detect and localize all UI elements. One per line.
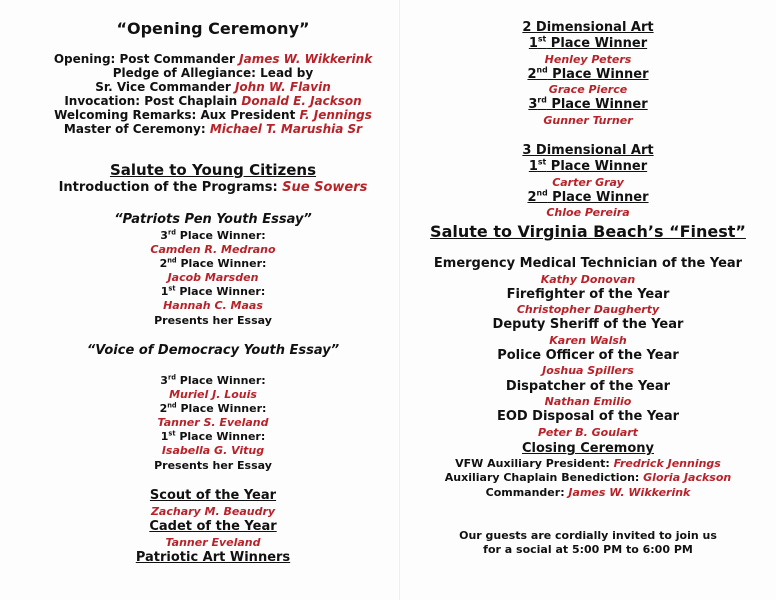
art-2d-place3-label: 3rd Place Winner [528, 95, 648, 112]
award-title-police: Police Officer of the Year [497, 348, 679, 363]
award-name-police: Joshua Spillers [542, 364, 634, 377]
pledge-line-2: Sr. Vice Commander John W. Flavin [95, 80, 331, 94]
award-name-firefighter: Christopher Daugherty [516, 303, 660, 316]
award-title-dispatcher: Dispatcher of the Year [505, 379, 671, 394]
patriots-pen-title: “Patriots Pen Youth Essay” [114, 212, 312, 227]
democracy-place3-label: 3rd Place Winner: [160, 373, 266, 387]
art-2d-place3-name: Gunner Turner [543, 114, 633, 127]
cadet-of-year-title: Cadet of the Year [149, 519, 277, 534]
invitation-line-2: for a social at 5:00 PM to 6:00 PM [483, 543, 693, 556]
democracy-presents: Presents her Essay [154, 459, 272, 472]
closing-commander-line: Commander: James W. Wikkerink [485, 486, 691, 499]
virginia-beach-finest-title: Salute to Virginia Beach’s “Finest” [430, 222, 746, 241]
democracy-place1-label: 1st Place Winner: [160, 429, 266, 443]
democracy-place2-name: Tanner S. Eveland [157, 416, 269, 429]
patriots-place3-name: Camden R. Medrano [150, 243, 276, 256]
opening-ceremony-title: “Opening Ceremony” [116, 19, 310, 38]
cadet-of-year-name: Tanner Eveland [165, 536, 261, 549]
art-3d-place1-name: Carter Gray [552, 176, 624, 189]
patriots-place1-label: 1st Place Winner: [160, 284, 266, 298]
art-3d-place1-label: 1st Place Winner [528, 157, 648, 174]
award-name-emt: Kathy Donovan [540, 273, 636, 286]
democracy-place2-label: 2nd Place Winner: [159, 401, 267, 415]
democracy-place1-name: Isabella G. Vitug [161, 444, 265, 457]
closing-ceremony-title: Closing Ceremony [522, 441, 654, 456]
pledge-line-1: Pledge of Allegiance: Lead by [112, 66, 314, 80]
patriots-presents: Presents her Essay [154, 314, 272, 327]
art-3d-place2-name: Chloe Pereira [546, 206, 630, 219]
award-title-emt: Emergency Medical Technician of the Year [433, 256, 743, 271]
art-2d-title: 2 Dimensional Art [522, 20, 654, 35]
patriots-place2-name: Jacob Marsden [167, 271, 259, 284]
art-3d-place2-label: 2nd Place Winner [527, 188, 649, 205]
art-2d-place2-label: 2nd Place Winner [527, 65, 649, 82]
invocation-line: Invocation: Post Chaplain Donald E. Jackson [64, 94, 362, 108]
award-title-deputy: Deputy Sheriff of the Year [492, 317, 684, 332]
art-3d-title: 3 Dimensional Art [522, 143, 654, 158]
award-title-firefighter: Firefighter of the Year [506, 287, 670, 302]
voice-democracy-title: “Voice of Democracy Youth Essay” [86, 343, 340, 358]
scout-of-year-title: Scout of the Year [149, 488, 277, 503]
patriots-place3-label: 3rd Place Winner: [160, 228, 266, 242]
patriotic-art-title: Patriotic Art Winners [135, 550, 291, 565]
invitation-line-1: Our guests are cordially invited to join us [459, 529, 717, 542]
page-fold [399, 0, 400, 600]
patriots-place1-name: Hannah C. Maas [163, 299, 263, 312]
democracy-place3-name: Muriel J. Louis [169, 388, 257, 401]
award-name-dispatcher: Nathan Emilio [544, 395, 632, 408]
award-name-eod: Peter B. Goulart [538, 426, 638, 439]
welcoming-line: Welcoming Remarks: Aux President F. Jennings [54, 108, 372, 122]
salute-young-citizens-title: Salute to Young Citizens [109, 161, 317, 179]
scout-of-year-name: Zachary M. Beaudry [150, 505, 276, 518]
master-line: Master of Ceremony: Michael T. Marushia Sr [63, 122, 363, 136]
art-2d-place1-label: 1st Place Winner [528, 34, 648, 51]
closing-president-line: VFW Auxiliary President: Fredrick Jennings [455, 457, 721, 470]
patriots-place2-label: 2nd Place Winner: [159, 256, 267, 270]
opening-line: Opening: Post Commander James W. Wikkerink [53, 52, 373, 66]
programs-intro-line: Introduction of the Programs: Sue Sowers [58, 180, 368, 195]
award-name-deputy: Karen Walsh [549, 334, 627, 347]
art-2d-place2-name: Grace Pierce [548, 83, 628, 96]
award-title-eod: EOD Disposal of the Year [496, 409, 680, 424]
closing-chaplain-line: Auxiliary Chaplain Benediction: Gloria Jackson [444, 471, 732, 484]
art-2d-place1-name: Henley Peters [544, 53, 632, 66]
